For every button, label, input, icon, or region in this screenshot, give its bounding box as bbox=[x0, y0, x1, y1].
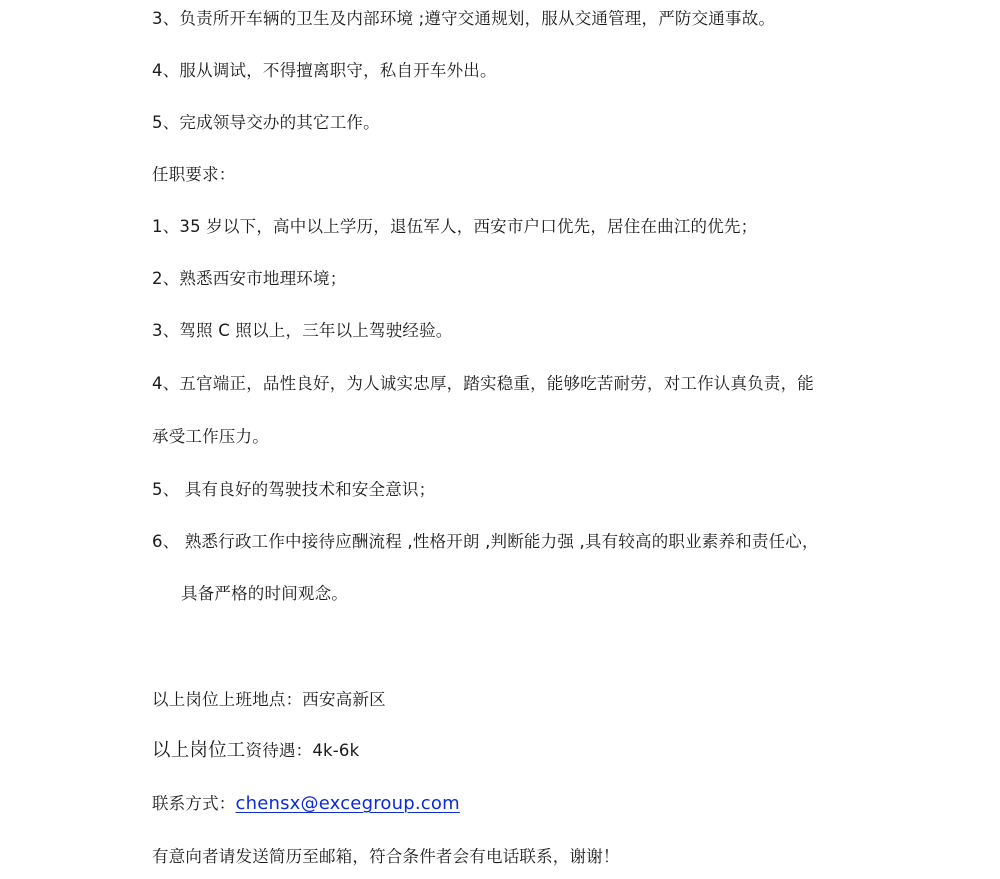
requirement-item-3: 3、驾照 C 照以上，三年以上驾驶经验。 bbox=[152, 321, 453, 340]
requirement-item-2: 2、熟悉西安市地理环境； bbox=[152, 269, 347, 288]
salary-value: 资待遇：4k-6k bbox=[245, 741, 360, 760]
contact-line bbox=[152, 793, 460, 815]
salary-prefix: 以上岗位工 bbox=[152, 740, 246, 761]
requirement-item-5: 5、 具有良好的驾驶技术和安全意识； bbox=[152, 480, 436, 499]
contact-email-link[interactable]: chensx@excegroup.com bbox=[235, 793, 460, 814]
closing-note: 有意向者请发送简历至邮箱，符合条件者会有电话联系，谢谢！ bbox=[152, 847, 620, 866]
requirement-item-6-line-2: 具备严格的时间观念。 bbox=[181, 584, 348, 603]
work-location: 以上岗位上班地点：西安高新区 bbox=[152, 690, 386, 709]
requirements-heading: 任职要求： bbox=[152, 165, 236, 184]
requirement-item-4-line-1: 4、五官端正，品性良好，为人诚实忠厚，踏实稳重，能够吃苦耐劳，对工作认真负责，能 bbox=[152, 374, 814, 393]
requirement-item-6-line-1: 6、 熟悉行政工作中接待应酬流程 ,性格开朗 ,判断能力强 ,具有较高的职业素养和责任心， bbox=[152, 532, 819, 551]
duty-item-4: 4、服从调试，不得擅离职守，私自开车外出。 bbox=[152, 61, 497, 80]
duty-item-5: 5、完成领导交办的其它工作。 bbox=[152, 113, 380, 132]
duty-item-3: 3、负责所开车辆的卫生及内部环境 ;遵守交通规划，服从交通管理，严防交通事故。 bbox=[152, 9, 776, 28]
requirement-item-4-line-2: 承受工作压力。 bbox=[152, 427, 269, 446]
salary-line bbox=[152, 740, 359, 762]
requirement-item-1: 1、35 岁以下，高中以上学历，退伍军人，西安市户口优先，居住在曲江的优先； bbox=[152, 217, 758, 236]
contact-label: 联系方式： bbox=[152, 794, 236, 813]
